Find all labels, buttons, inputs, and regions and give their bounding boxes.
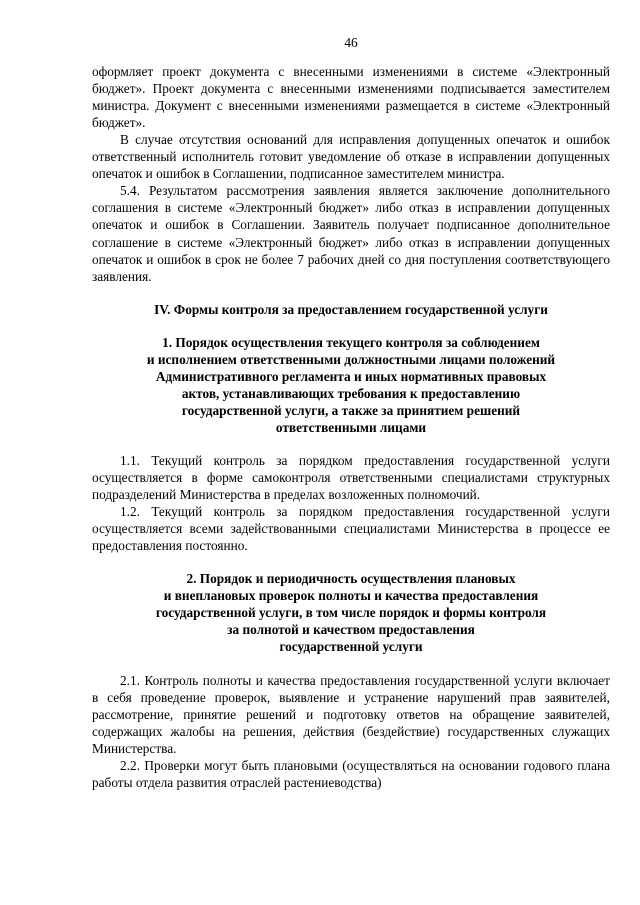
subsection-1-title-line: и исполнением ответственными должностными лицами положений	[146, 351, 556, 367]
paragraph-refusal-notice: В случае отсутствия оснований для исправления допущенных опечаток и ошибок ответственный исполнитель готовит уведомление об отказе в исправлении допущенных опечаток и ошибок в Соглашении, подписанное заместителем министра.	[92, 132, 610, 182]
subsection-1-title	[92, 334, 610, 436]
page-number: 46	[344, 35, 358, 50]
paragraph-2-1: 2.1. Контроль полноты и качества предоставления государственной услуги включает в себя проведение проверок, выявление и устранение нарушений прав заявителей, рассмотрение, принятие решений и подготовку ответов на обращение заявителей, содержащих жалобы на решения, действия (бездействие) государственных служащих Министерства.	[92, 672, 610, 756]
subsection-1-title-line: ответственными лицами	[275, 419, 427, 435]
subsection-1-title-line: Административного регламента и иных нормативных правовых	[155, 368, 547, 384]
paragraph-2-2: 2.2. Проверки могут быть плановыми (осуществляться на основании годового плана работы отдела развития отраслей растениеводства)	[92, 757, 610, 790]
subsection-2-title-line: 2. Порядок и периодичность осуществления плановых	[186, 571, 516, 587]
document-page	[92, 34, 610, 791]
subsection-2-title-line: государственной услуги	[279, 639, 423, 655]
subsection-2-title-line: государственной услуги, в том числе порядок и формы контроля	[155, 605, 547, 621]
subsection-2-title-line: за полнотой и качеством предоставления	[227, 622, 475, 638]
subsection-1-title-line: государственной услуги, а также за принятием решений	[181, 402, 521, 418]
paragraph-5-4: 5.4. Результатом рассмотрения заявления является заключение дополнительного соглашения в системе «Электронный бюджет» либо отказ в исправлении допущенных опечаток и ошибок в Соглашении. Заявитель получает подписанное дополнительное соглашение в системе «Электронный бюджет» либо отказ в исправлении допущенных опечаток и ошибок в срок не более 7 рабочих дней со дня поступления соответствующего заявления.	[92, 183, 610, 284]
subsection-2-title-line: и внеплановых проверок полноты и качества предоставления	[163, 588, 539, 604]
subsection-1-title-line: актов, устанавливающих требования к предоставлению	[181, 385, 521, 401]
paragraph-1-2: 1.2. Текущий контроль за порядком предоставления государственной услуги осуществляется всеми задействованными специалистами Министерства в процессе ее предоставления постоянно.	[92, 504, 610, 554]
subsection-1-title-line: 1. Порядок осуществления текущего контроля за соблюдением	[162, 334, 540, 350]
section-title: IV. Формы контроля за предоставлением государственной услуги	[154, 301, 548, 317]
paragraph-continuation: оформляет проект документа с внесенными изменениями в системе «Электронный бюджет». Проект документа с внесенными изменениями подписывается заместителем министра. Документ с внесенными изменениями размещается в системе «Электронный бюджет».	[92, 64, 610, 131]
paragraph-1-1: 1.1. Текущий контроль за порядком предоставления государственной услуги осуществляется в форме самоконтроля ответственными специалистами структурных подразделений Министерства в пределах возложенных полномочий.	[92, 452, 610, 503]
subsection-2-title	[92, 570, 610, 655]
